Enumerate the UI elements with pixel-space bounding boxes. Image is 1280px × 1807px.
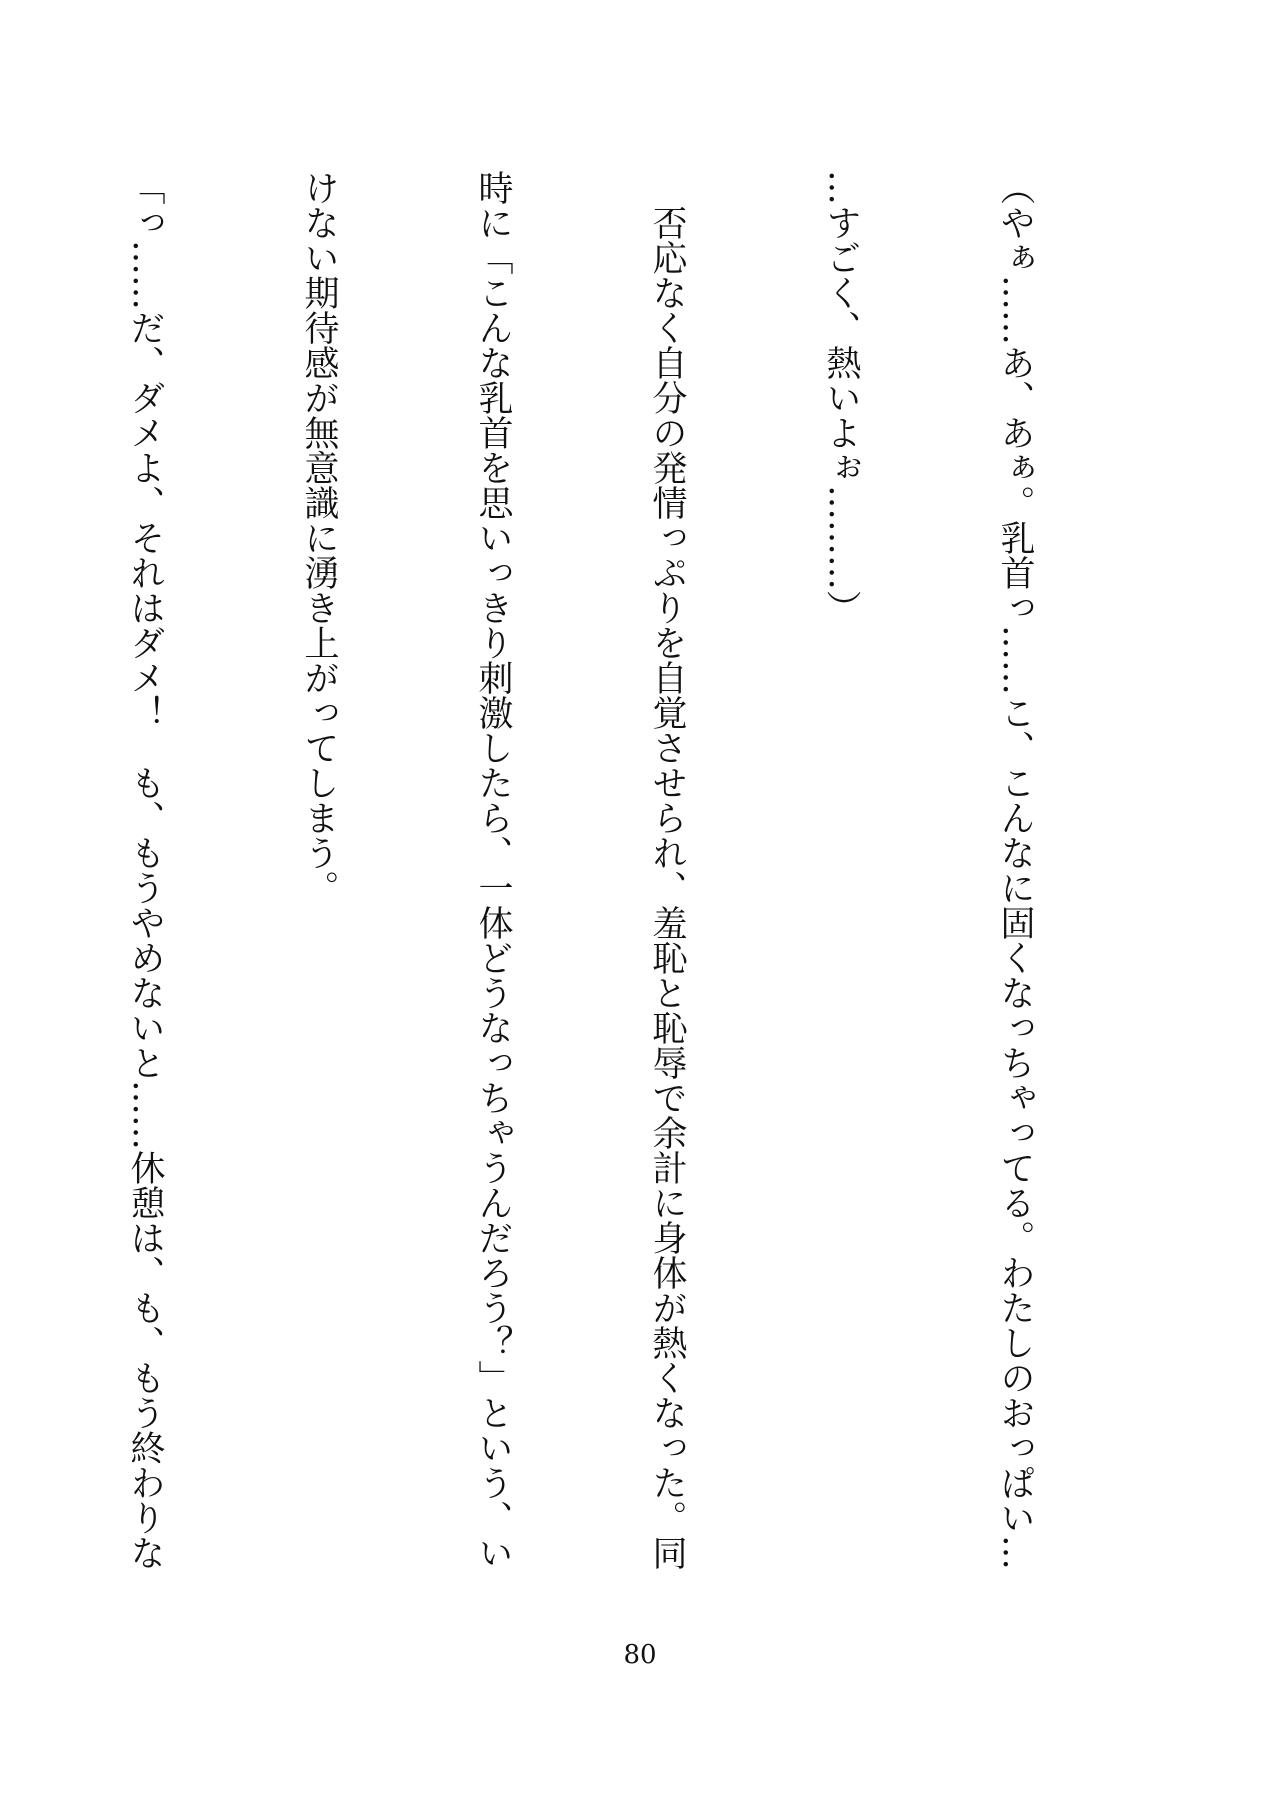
text-line: 時に「こんな乳首を思いっきり刺激したら、一体どうなっちゃうんだろう？」という、い [473,170,513,1570]
text-line: （やぁ……あ、あぁ。乳首っ……こ、こんなに固くなっちゃってる。わたしのおっぱい… [995,170,1035,1570]
page-number: 80 [623,1640,657,1670]
text-line: けない期待感が無意識に湧き上がってしまう。 [299,170,339,905]
text-line: 「っ……だ、ダメよ、それはダメ！ も、もうやめないと……休憩は、も、もう終わりな [125,170,165,1570]
text-line: …すごく、熱いよぉ………） [821,170,861,625]
vertical-text-body [0,170,1160,1630]
text-line: 否応なく自分の発情っぷりを自覚させられ、羞恥と恥辱で余計に身体が熱くなった。同 [647,170,687,1570]
